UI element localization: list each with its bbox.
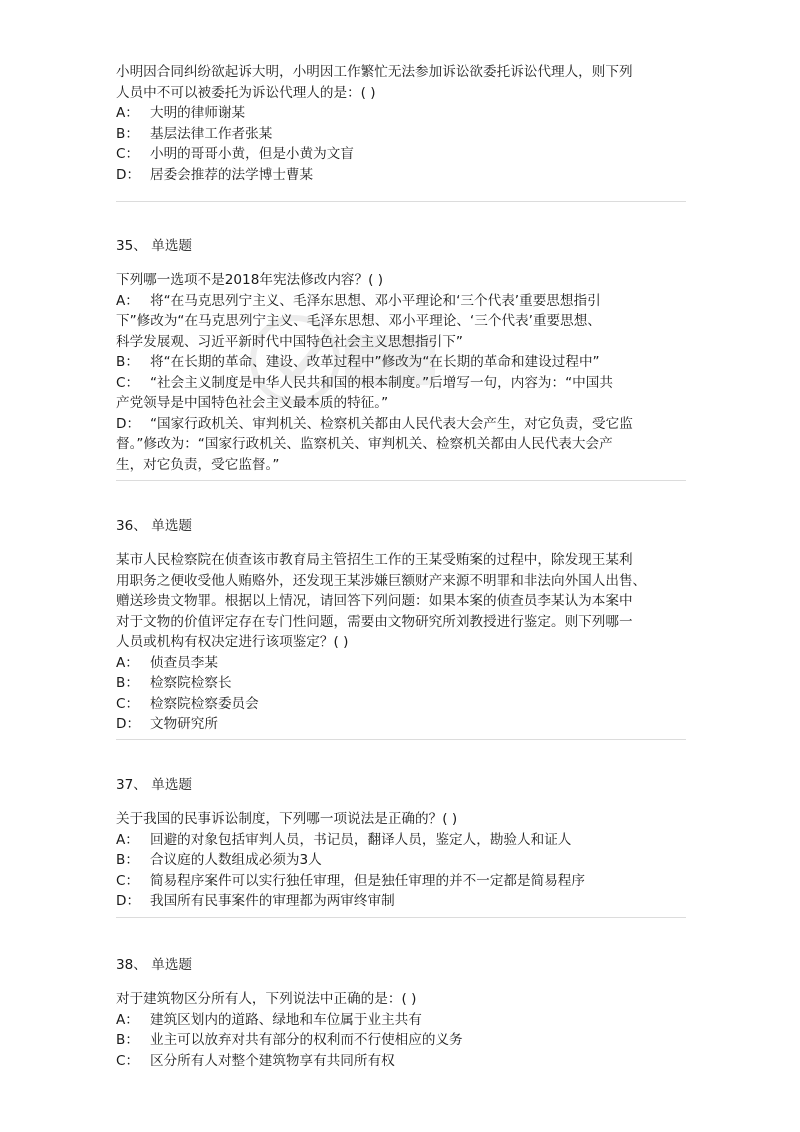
question-header [116, 955, 686, 975]
option-b: B： 检察院检察长 [116, 675, 232, 691]
question-header [116, 236, 686, 256]
question-stem-line: 某市人民检察院在侦查该市教育局主管招生工作的王某受贿案的过程中，除发现王某利 [116, 552, 633, 568]
question-38 [116, 955, 686, 1071]
question-stem-line: 下列哪一选项不是2018年宪法修改内容？( ) [116, 272, 384, 288]
option-c: C： 检察院检察委员会 [116, 695, 259, 712]
question-35: 35、 单选题 下列哪一选项不是2018年宪法修改内容？( ) A： 将“在马克思列宁主义、毛泽东思想、邓小平理论和‘三个代表’重要思想指引 下”修改为“在马克思列宁主义、毛泽东思想、邓小平理论、‘三个代表’重要思想、 科学发展观、习近平新时代中国特色社会主义思想指引下” B： 将“在长期的革命、建设、改革过程中”修改为“在长期的革命和建设过程中” C： “社会主义制度是中华人民共和国的根本制度。”后增写一句，内容为：“中国共 产党领导是中国特色社会主义最本质的特征。” D： “国家行政机关、审判机关、检察机关都由人民代表大会产生，对它负责，受它监 督。”修改为：“国家行政机关、监察机关、审判机关、检察机关都由人民代表大会产 生，对它负责，受它监督。” [116, 236, 686, 475]
option-a: A： 大明的律师谢某 [116, 105, 246, 121]
question-header [116, 775, 686, 795]
option-d: D： 居委会推荐的法学博士曹某 [116, 166, 314, 183]
question-stem-line: 人员或机构有权决定进行该项鉴定？( ) [116, 634, 349, 650]
question-number: 37、 [116, 777, 147, 793]
option-a: A： 建筑区划内的道路、绿地和车位属于业主共有 [116, 1011, 422, 1028]
option-a: A： 将“在马克思列宁主义、毛泽东思想、邓小平理论和‘三个代表’重要思想指引 [116, 292, 601, 309]
question-stem-line: 赠送珍贵文物罪。根据以上情况，请回答下列问题：如果本案的侦查员李某认为本案中 [116, 593, 633, 609]
option-c: C： 小明的哥哥小黄，但是小黄为文盲 [116, 146, 354, 162]
question-stem-line: 人员中不可以被委托为诉讼代理人的是：( ) [116, 84, 376, 101]
option-b: B： 基层法律工作者张某 [116, 125, 273, 142]
option-c: C： 区分所有人对整个建筑物享有共同所有权 [116, 1052, 395, 1069]
option-a: A： 侦查员李某 [116, 654, 218, 671]
question-type: 单选题 [151, 957, 193, 973]
option-c: C： “社会主义制度是中华人民共和国的根本制度。”后增写一句，内容为：“中国共 [116, 374, 613, 391]
option-b: B： 业主可以放弃对共有部分的权利而不行使相应的义务 [116, 1032, 463, 1048]
option-a: A： 回避的对象包括审判人员，书记员，翻译人员，鉴定人，勘验人和证人 [116, 831, 572, 848]
question-stem-line: 小明因合同纠纷欲起诉大明，小明因工作繁忙无法参加诉讼欲委托诉讼代理人，则下列 [116, 64, 633, 80]
option-d: D： 我国所有民事案件的审理都为两审终审制 [116, 893, 395, 909]
option-c: C： 简易程序案件可以实行独任审理，但是独任审理的并不一定都是简易程序 [116, 872, 585, 889]
divider [116, 917, 686, 918]
option-d: D： “国家行政机关、审判机关、检察机关都由人民代表大会产生，对它负责，受它监 [116, 415, 633, 432]
question-number: 35、 [116, 238, 147, 254]
question-stem-line: 关于我国的民事诉讼制度，下列哪一项说法是正确的？( ) [116, 811, 458, 827]
question-stem-line: 用职务之便收受他人贿赂外，还发现王某涉嫌巨额财产来源不明罪和非法向外国人出售、 [116, 572, 647, 589]
question-36 [116, 516, 686, 735]
question-stem-line: 对于文物的价值评定存在专门性问题，需要由文物研究所刘教授进行鉴定。则下列哪一 [116, 613, 633, 630]
question-number: 36、 [116, 518, 147, 534]
option-d: D： 文物研究所 [116, 716, 218, 732]
question-stem-line: 对于建筑物区分所有人，下列说法中正确的是：( ) [116, 991, 417, 1007]
option-b: B： 将“在长期的革命、建设、改革过程中”修改为“在长期的革命和建设过程中” [116, 354, 600, 370]
question-type: 单选题 [151, 238, 193, 254]
question-34 [116, 62, 686, 185]
divider [116, 739, 686, 740]
divider [116, 480, 686, 481]
question-header [116, 516, 686, 536]
option-b: B： 合议庭的人数组成必须为3人 [116, 852, 322, 868]
question-type: 单选题 [151, 777, 193, 793]
question-type: 单选题 [151, 518, 193, 534]
question-37 [116, 775, 686, 912]
question-number: 38、 [116, 957, 147, 973]
divider [116, 201, 686, 202]
